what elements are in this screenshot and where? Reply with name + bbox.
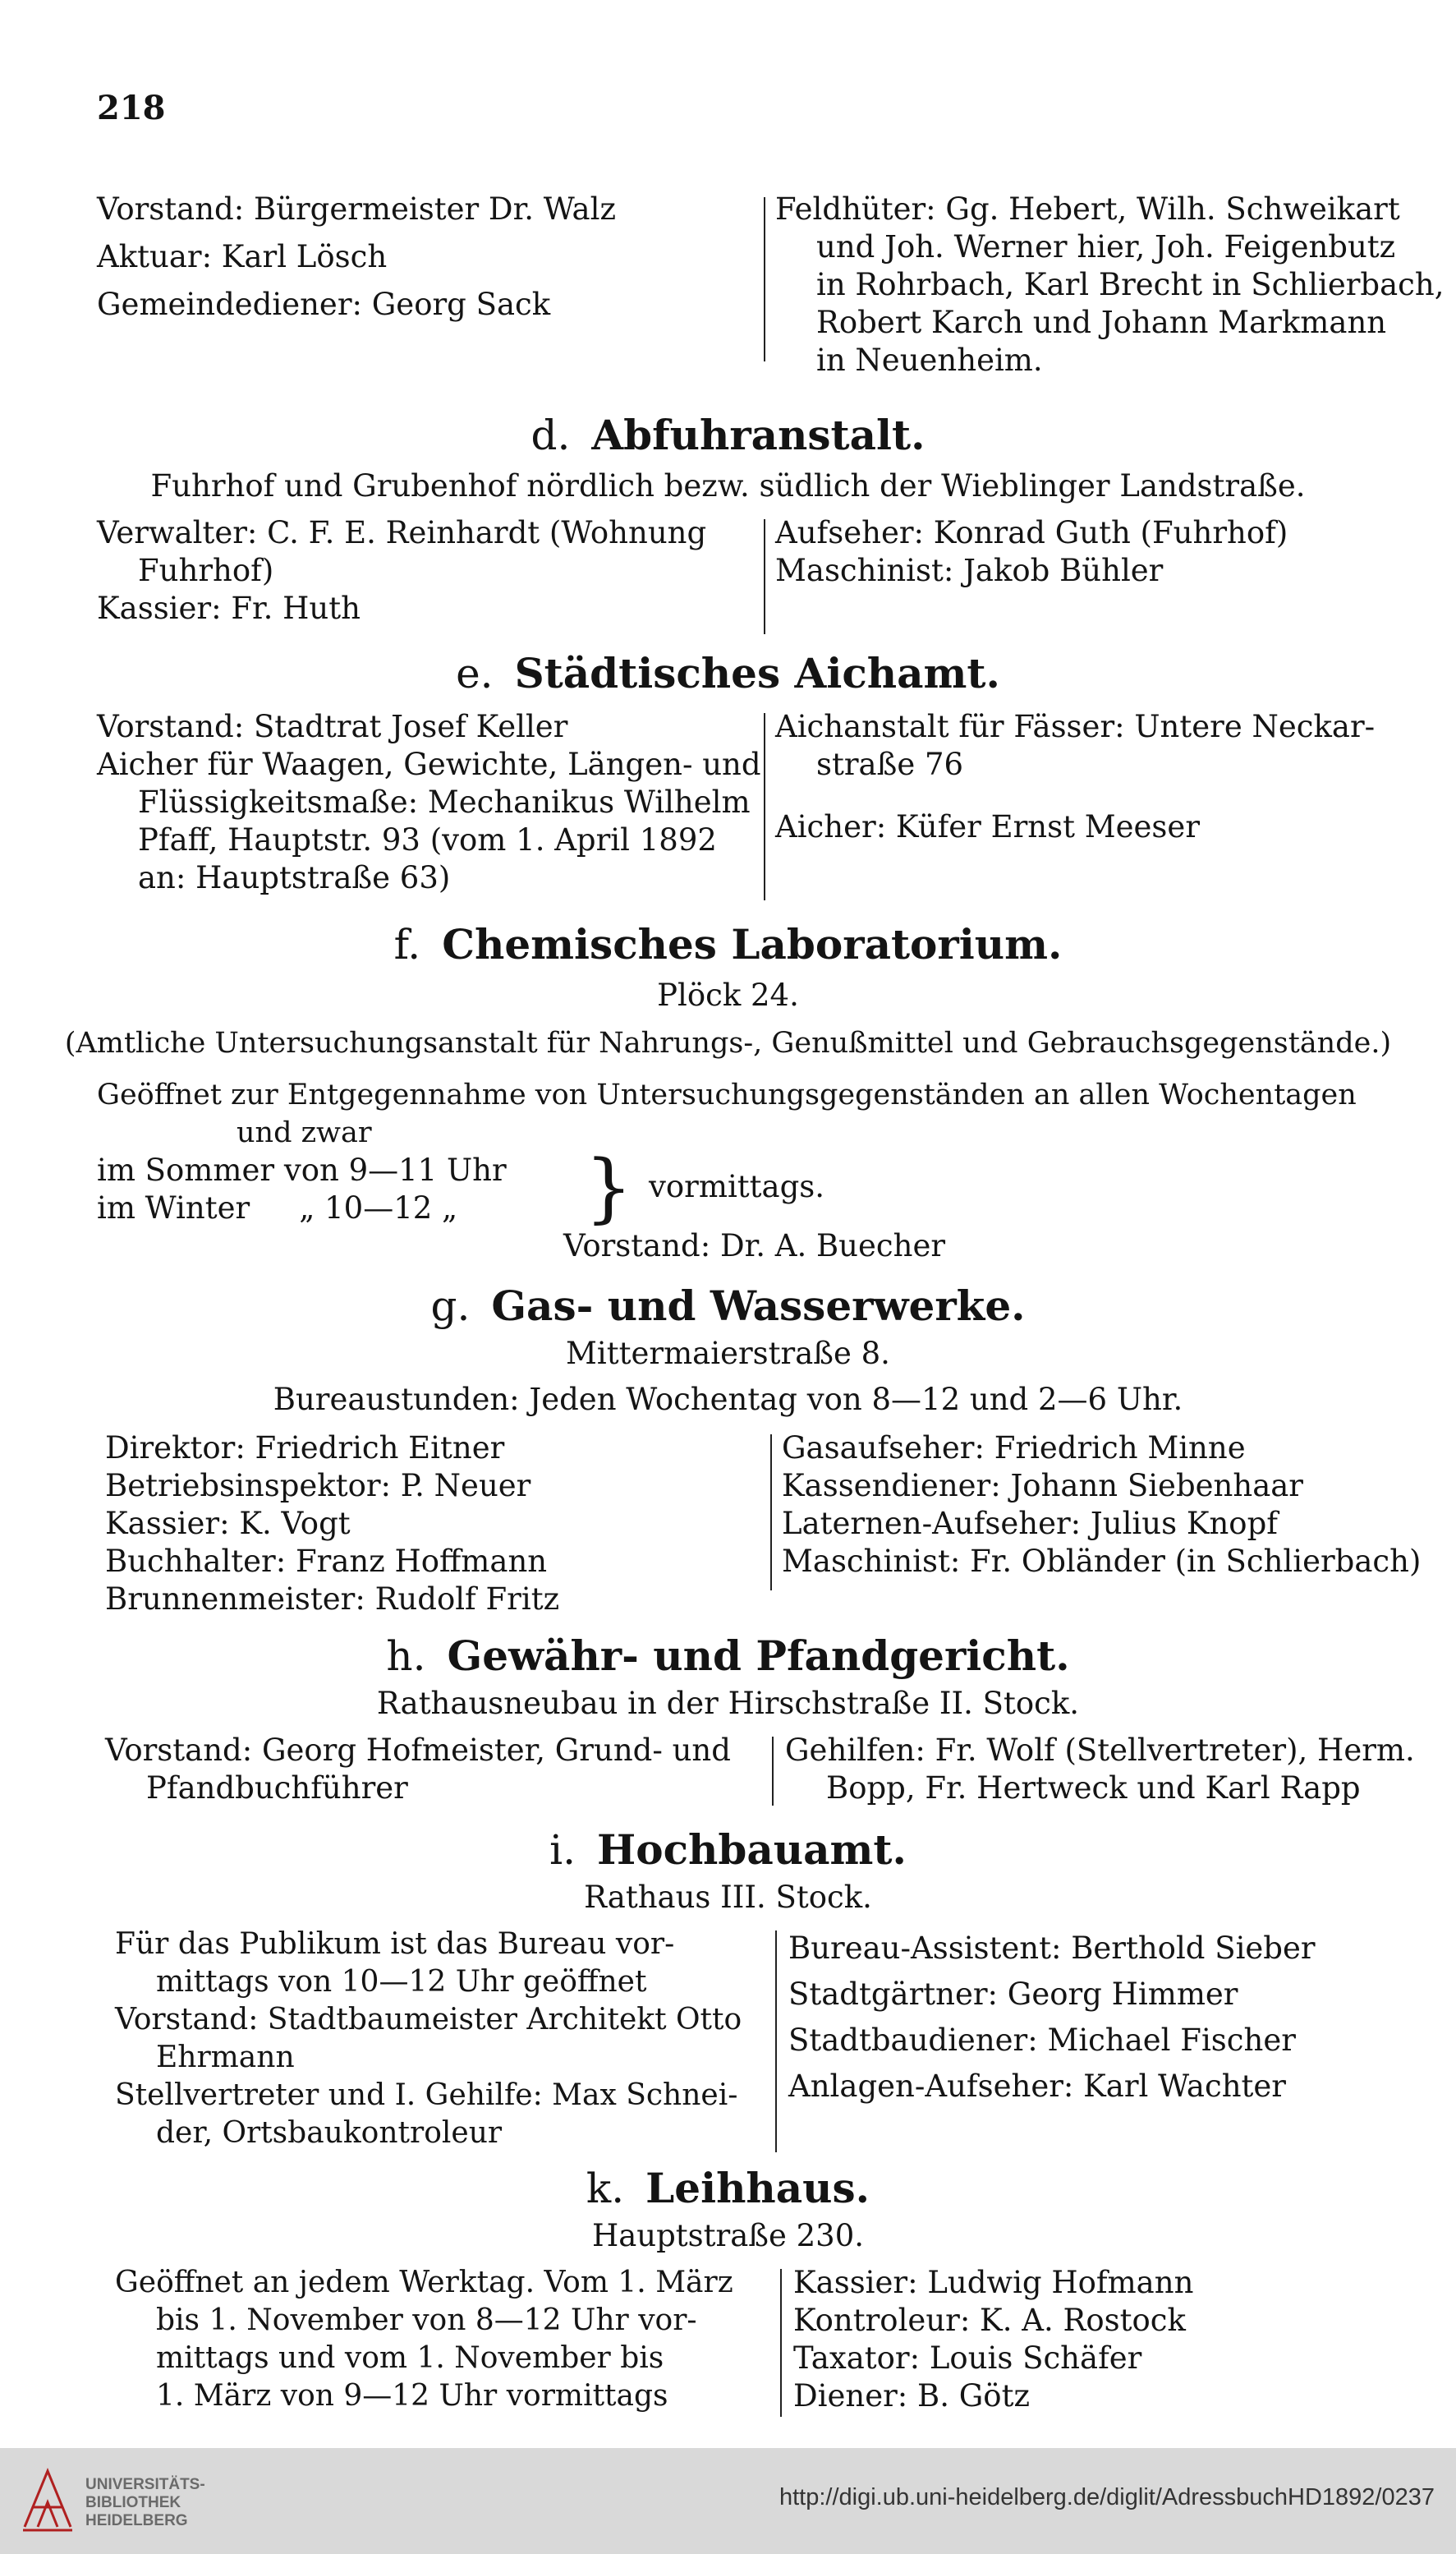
university-seal-icon: [18, 2464, 77, 2533]
column-divider: [780, 2269, 782, 2417]
library-name-line: BIBLIOTHEK: [85, 2494, 181, 2511]
text-line: Ehrmann: [156, 2041, 295, 2074]
text-line: Vorstand: Bürgermeister Dr. Walz: [97, 191, 616, 227]
section-letter: i.: [549, 1826, 576, 1874]
text-line: der, Ortsbaukontroleur: [156, 2116, 503, 2150]
column-divider: [764, 197, 765, 361]
page-number: 218: [97, 89, 166, 127]
text-line: Gemeindediener: Georg Sack: [97, 287, 551, 322]
section-letter: k.: [586, 2165, 625, 2212]
text-line: in Neuenheim.: [816, 343, 1043, 378]
k-left-column: [115, 2264, 733, 2415]
section-title: Gas- und Wasserwerke.: [491, 1282, 1026, 1330]
text-line: Gehilfen: Fr. Wolf (Stellvertreter), Herm.: [785, 1733, 1415, 1768]
text-line: Bureau-Assistent: Berthold Sieber: [788, 1930, 1316, 1966]
text-line: Maschinist: Fr. Obländer (in Schlierbach): [782, 1544, 1422, 1579]
library-name-line: UNIVERSITÄTS-: [85, 2476, 205, 2493]
section-heading-i: [0, 1825, 1456, 1874]
section-letter: e.: [456, 650, 494, 697]
text-line: Laternen-Aufseher: Julius Knopf: [782, 1506, 1278, 1541]
text-line: Anlagen-Aufseher: Karl Wachter: [788, 2069, 1286, 2104]
text-line: im Sommer von 9—11 Uhr: [97, 1153, 507, 1188]
section-letter: d.: [530, 412, 571, 459]
text-line: und Joh. Werner hier, Joh. Feigenbutz: [816, 229, 1396, 265]
text-line: Aufseher: Konrad Guth (Fuhrhof): [775, 515, 1288, 550]
text-line: und zwar: [237, 1116, 372, 1149]
section-title: Chemisches Laboratorium.: [442, 920, 1063, 969]
text-line: 1. März von 9—12 Uhr vormittags: [156, 2379, 668, 2413]
text-line: Kassier: Ludwig Hofmann: [793, 2265, 1194, 2300]
text-line: Maschinist: Jakob Bühler: [775, 553, 1164, 588]
section-note: (Amtliche Untersuchungsanstalt für Nahrungs-, Genußmittel und Gebrauchsgegenstände.): [64, 1027, 1392, 1060]
footer-bar: [0, 2448, 1456, 2554]
section-title: Abfuhranstalt.: [591, 411, 926, 459]
text-line: bis 1. November von 8—12 Uhr vor-: [156, 2303, 697, 2337]
text-line: mittags und vom 1. November bis: [156, 2341, 664, 2375]
g-right-column: [782, 1429, 1421, 1581]
top-left-column: [97, 191, 616, 324]
text-line: Vorstand: Georg Hofmeister, Grund- und: [105, 1733, 731, 1768]
text-line: Robert Karch und Johann Markmann: [816, 305, 1387, 340]
text-line: Kontroleur: K. A. Rostock: [793, 2303, 1186, 2338]
h-left-column: [105, 1732, 731, 1807]
text-line: Pfaff, Hauptstr. 93 (vom 1. April 1892: [138, 822, 717, 858]
f-opening-text: [97, 1076, 1357, 1152]
section-heading-e: [0, 649, 1456, 697]
text-line: Aichanstalt für Fässer: Untere Neckar-: [775, 709, 1376, 744]
text-line: in Rohrbach, Karl Brecht in Schlierbach,: [816, 267, 1445, 302]
section-address: Rathaus III. Stock.: [584, 1880, 872, 1915]
i-right-column: [788, 1926, 1316, 2110]
d-right-column: [775, 514, 1288, 590]
section-address: Plöck 24.: [657, 978, 799, 1013]
library-name-line: HEIDELBERG: [85, 2512, 188, 2529]
text-line: Fuhrhof): [138, 553, 274, 588]
text-line: Geöffnet an jedem Werktag. Vom 1. März: [115, 2266, 733, 2299]
text-line: Stellvertreter und I. Gehilfe: Max Schnei-: [115, 2078, 738, 2112]
text-line: Betriebsinspektor: P. Neuer: [105, 1468, 531, 1503]
text-line: mittags von 10—12 Uhr geöffnet: [156, 1965, 647, 1999]
section-letter: f.: [393, 921, 421, 969]
source-url-link[interactable]: http://digi.ub.uni-heidelberg.de/diglit/AdressbuchHD1892/0237: [779, 2484, 1435, 2510]
text-line: Direktor: Friedrich Eitner: [105, 1430, 505, 1466]
text-line: Buchhalter: Franz Hoffmann: [105, 1544, 548, 1579]
f-hours: [97, 1152, 507, 1227]
text-line: Verwalter: C. F. E. Reinhardt (Wohnung: [97, 515, 707, 550]
text-line: Taxator: Louis Schäfer: [793, 2340, 1142, 2376]
k-right-column: [793, 2264, 1193, 2415]
column-divider: [772, 1737, 774, 1806]
text-line: Kassier: K. Vogt: [105, 1506, 351, 1541]
text-line: Feldhüter: Gg. Hebert, Wilh. Schweikart: [775, 191, 1400, 227]
f-vorstand: Vorstand: Dr. A. Buecher: [563, 1228, 946, 1263]
h-right-column: [785, 1732, 1415, 1807]
text-line: Kassier: Fr. Huth: [97, 591, 361, 626]
f-vormittags: vormittags.: [649, 1169, 825, 1204]
section-title: Gewähr- und Pfandgericht.: [447, 1631, 1070, 1680]
text-line: [97, 1190, 507, 1227]
text-line: Stadtgärtner: Georg Himmer: [788, 1976, 1238, 2012]
text-line: Bopp, Fr. Hertweck und Karl Rapp: [826, 1770, 1361, 1806]
text-line: straße 76: [816, 747, 964, 782]
section-title: Städtisches Aichamt.: [514, 649, 1000, 697]
text-line: Brunnenmeister: Rudolf Fritz: [105, 1581, 560, 1617]
text-line: Stadtbaudiener: Michael Fischer: [788, 2022, 1296, 2058]
column-divider: [770, 1434, 772, 1590]
section-heading-h: [0, 1631, 1456, 1680]
section-address: Hauptstraße 230.: [591, 2218, 865, 2253]
g-left-column: [105, 1429, 559, 1618]
section-address: Rathausneubau in der Hirschstraße II. Stock.: [376, 1686, 1080, 1721]
text-line: Geöffnet zur Entgegennahme von Untersuchungsgegenständen an allen Wochentagen: [97, 1079, 1357, 1111]
text-fragment: im Winter: [97, 1190, 250, 1226]
section-title: Leihhaus.: [645, 2164, 870, 2212]
section-heading-g: [0, 1282, 1456, 1330]
text-line: Aktuar: Karl Lösch: [97, 239, 388, 274]
text-line: Für das Publikum ist das Bureau vor-: [115, 1927, 675, 1961]
i-left-column: [115, 1926, 742, 2152]
e-right-column: [775, 708, 1375, 846]
top-right-column: [775, 191, 1444, 380]
column-divider: [764, 519, 765, 634]
section-heading-k: [0, 2164, 1456, 2212]
text-line: Gasaufseher: Friedrich Minne: [782, 1430, 1246, 1466]
text-fragment: „ 10—12 „: [299, 1190, 458, 1226]
text-line: Aicher für Waagen, Gewichte, Längen- und: [97, 747, 761, 782]
section-hours: Bureaustunden: Jeden Wochentag von 8—12 und 2—6 Uhr.: [273, 1382, 1183, 1417]
text-line: Pfandbuchführer: [146, 1770, 408, 1806]
text-line: Kassendiener: Johann Siebenhaar: [782, 1468, 1303, 1503]
section-address: Mittermaierstraße 8.: [566, 1336, 890, 1371]
section-heading-d: [0, 411, 1456, 459]
text-line: an: Hauptstraße 63): [138, 860, 451, 895]
section-heading-f: [0, 920, 1456, 969]
e-left-column: [97, 708, 761, 897]
brace: }: [585, 1144, 633, 1231]
section-letter: h.: [386, 1632, 426, 1680]
text-line: Diener: B. Götz: [793, 2378, 1030, 2414]
section-letter: g.: [430, 1282, 471, 1330]
text-line: Vorstand: Stadtbaumeister Architekt Otto: [115, 2003, 742, 2036]
column-divider: [775, 1930, 777, 2152]
text-line: Vorstand: Stadtrat Josef Keller: [97, 709, 568, 744]
column-divider: [764, 713, 765, 900]
text-line: Flüssigkeitsmaße: Mechanikus Wilhelm: [138, 785, 751, 820]
text-line: Aicher: Küfer Ernst Meeser: [775, 809, 1201, 844]
d-left-column: [97, 514, 706, 628]
section-subtitle: Fuhrhof und Grubenhof nördlich bezw. südlich der Wieblinger Landstraße.: [150, 468, 1306, 504]
section-title: Hochbauamt.: [596, 1825, 907, 1874]
library-name: [85, 2476, 205, 2530]
